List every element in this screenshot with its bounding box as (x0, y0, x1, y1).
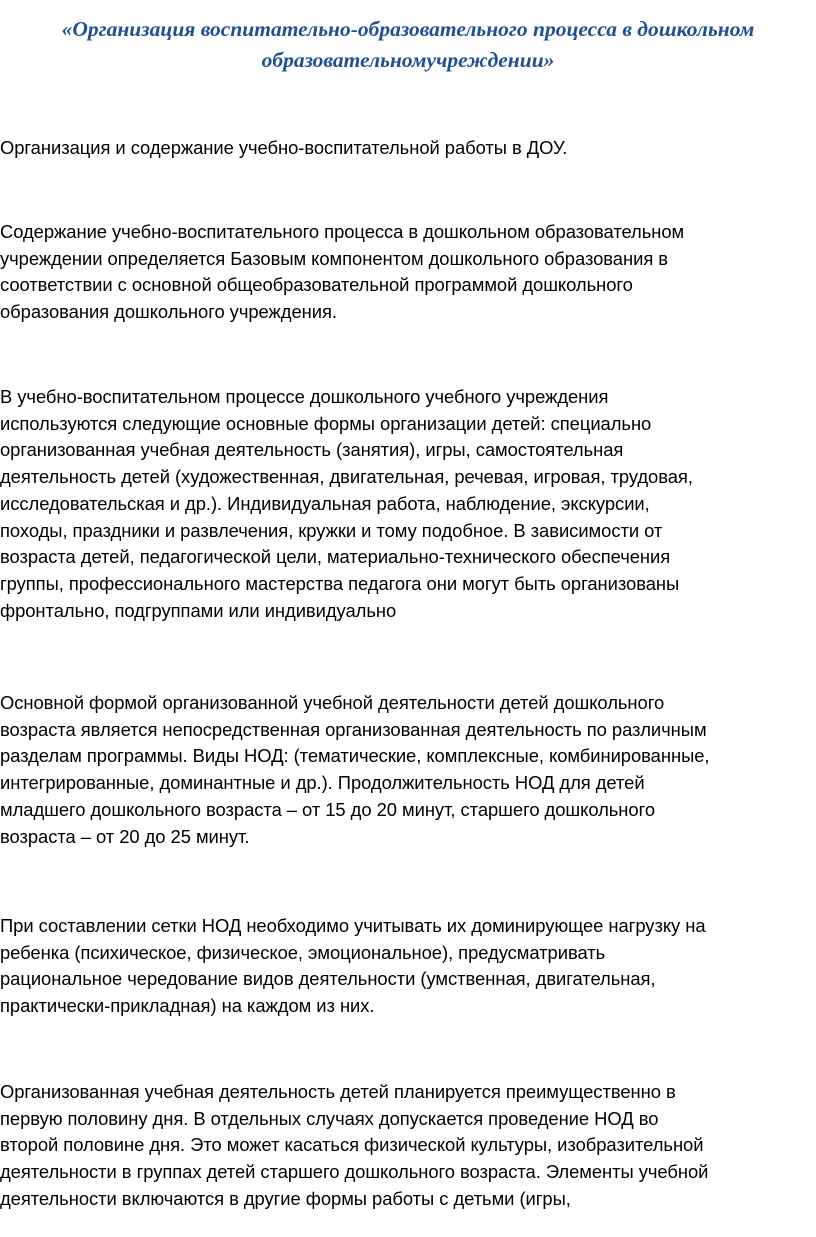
paragraph-line: возраста является непосредственная организованная деятельность по различным (0, 718, 707, 740)
paragraph-line: походы, праздники и развлечения, кружки и тому подобное. В зависимости от (0, 519, 663, 541)
title-line-2: образовательномучреждении» (261, 48, 555, 72)
paragraph-line: Организация и содержание учебно-воспитательной работы в ДОУ. (0, 137, 568, 158)
paragraph-organization-forms (0, 384, 816, 624)
paragraph-line: В учебно-воспитательном процессе дошкольного учебного учреждения (0, 386, 609, 407)
paragraph-line: возраста детей, педагогической цели, материально-технического обеспечения (0, 546, 671, 568)
paragraph-line: рациональное чередование видов деятельности (умственная, двигательная, (0, 968, 656, 990)
paragraph-line: используются следующие основные формы организации детей: специально (0, 412, 652, 434)
paragraph-line: Содержание учебно-воспитательного процесса в дошкольном образовательном (0, 221, 685, 242)
paragraph-line: разделам программы. Виды НОД: (тематические, комплексные, комбинированные, (0, 745, 710, 767)
paragraph-line: деятельности включаются в другие формы работы с детьми (игры, (0, 1187, 571, 1209)
paragraph-line: организованная учебная деятельность (занятия), игры, самостоятельная (0, 439, 624, 461)
paragraph-day-planning (0, 1079, 816, 1213)
paragraph-line: При составлении сетки НОД необходимо учитывать их доминирующее нагрузку на (0, 915, 706, 936)
paragraph-line: деятельности в группах детей старшего дошкольного возраста. Элементы учебной (0, 1161, 709, 1183)
paragraph-line: деятельность детей (художественная, двигательная, речевая, игровая, трудовая, (0, 466, 693, 488)
paragraph-line: группы, профессионального мастерства педагога они могут быть организованы (0, 572, 680, 594)
paragraph-line: младшего дошкольного возраста – от 15 до 20 минут, старшего дошкольного (0, 798, 656, 820)
paragraph-nod-schedule (0, 913, 816, 1020)
paragraph-line: интегрированные, доминантные и др.). Продолжительность НОД для детей (0, 772, 645, 794)
paragraph-section-heading (0, 135, 816, 162)
paragraph-line: Основной формой организованной учебной деятельности детей дошкольного (0, 692, 665, 713)
paragraph-line: соответствии с основной общеобразовательной программой дошкольного (0, 274, 633, 296)
paragraph-line: исследовательская и др.). Индивидуальная работа, наблюдение, экскурсии, (0, 492, 650, 514)
paragraph-line: возраста – от 20 до 25 минут. (0, 825, 250, 847)
paragraph-line: учреждении определяется Базовым компонентом дошкольного образования в (0, 247, 669, 269)
document-title (0, 14, 816, 76)
paragraph-line: первую половину дня. В отдельных случаях допускается проведение НОД во (0, 1107, 659, 1129)
title-line-1: «Организация воспитательно-образовательного процесса в дошкольном (61, 17, 755, 41)
paragraph-line: второй половине дня. Это может касаться физической культуры, изобразительной (0, 1134, 704, 1156)
paragraph-line: Организованная учебная деятельность детей планируется преимущественно в (0, 1081, 676, 1102)
paragraph-line: образования дошкольного учреждения. (0, 301, 337, 323)
paragraph-line: фронтально, подгруппами или индивидуально (0, 599, 397, 621)
paragraph-content-basis (0, 219, 816, 326)
paragraph-nod-types (0, 690, 816, 850)
paragraph-line: практически-прикладная) на каждом из них. (0, 995, 375, 1017)
paragraph-line: ребенка (психическое, физическое, эмоциональное), предусматривать (0, 941, 606, 963)
